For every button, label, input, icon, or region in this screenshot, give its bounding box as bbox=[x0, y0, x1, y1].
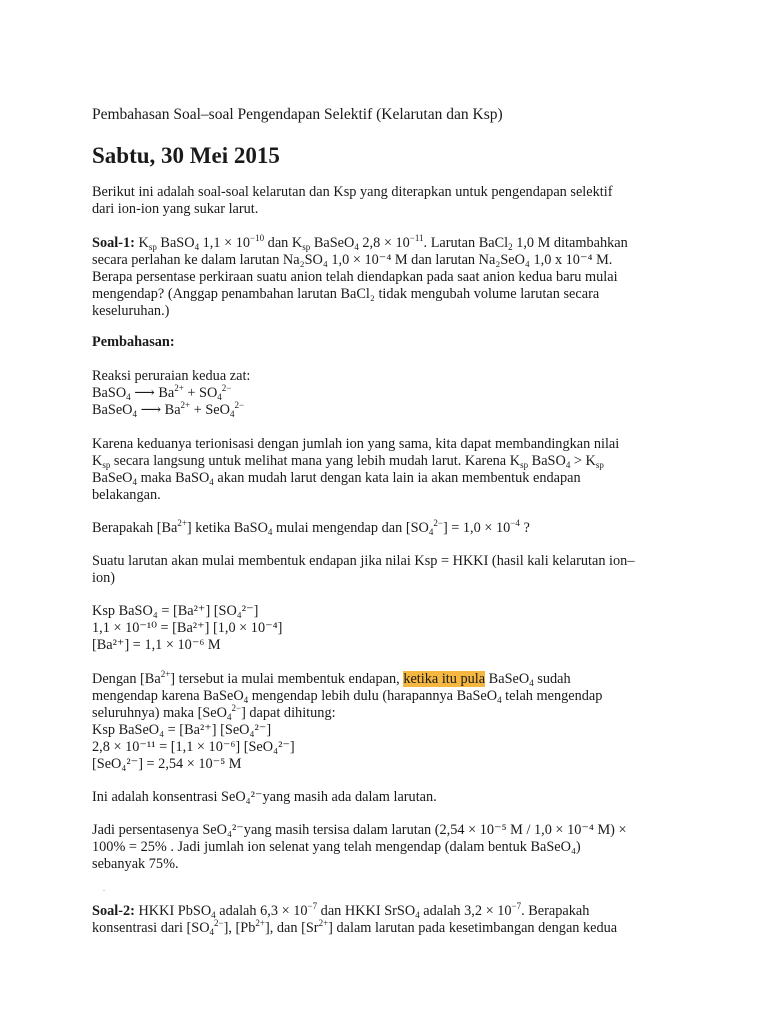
soal-1-line: mengendap? (Anggap penambahan larutan BaCl₂ tidak mengubah volume larutan secara bbox=[92, 286, 600, 302]
intro-line: dari ion-ion yang sukar larut. bbox=[92, 201, 259, 217]
soal-1-paragraph bbox=[92, 235, 682, 320]
reaksi-block bbox=[92, 368, 682, 419]
soal-1-line: secara perlahan ke dalam larutan Na₂SO₄ 1,0 × 10⁻⁴ M dan larutan Na₂SeO₄ 1,0 x 10⁻⁴ M. bbox=[92, 252, 613, 268]
calc-line: [Ba²⁺] = 1,1 × 10⁻⁶ M bbox=[92, 637, 221, 653]
intro-line: Berikut ini adalah soal-soal kelarutan dan Ksp yang diterapkan untuk pengendapan selektif bbox=[92, 184, 613, 200]
suatu-line: ion) bbox=[92, 570, 116, 586]
stray-dot: . bbox=[103, 884, 105, 893]
reaksi-line: BaSeO$_4$ ⟶ $Ba^{2+} + SeO_4^{2-}$ bbox=[92, 400, 245, 419]
soal-2-paragraph bbox=[92, 903, 682, 937]
dengan-line: mengendap karena BaSeO$_4$ mengendap lebih dulu (harapannya BaSeO$_4$ telah mengendap bbox=[92, 688, 603, 705]
karena-line: Karena keduanya terionisasi dengan jumlah ion yang sama, kita dapat membandingkan nilai bbox=[92, 436, 620, 452]
jadi-line: Jadi persentasenya SeO₄²⁻yang masih tersisa dalam larutan (2,54 × 10⁻⁵ M / 1,0 × 10⁻⁴ M) × bbox=[92, 822, 627, 838]
calc-line: Ksp BaSO₄ = [Ba²⁺] [SO₄²⁻] bbox=[92, 603, 259, 619]
dengan-line: Dengan $[Ba^{2+}]$ tersebut ia mulai membentuk endapan, ketika itu pula BaSeO$_4$ sudah bbox=[92, 669, 571, 688]
soal-1-line: Berapa persentase perkiraan suatu anion telah diendapkan pada saat anion kedua baru mulai bbox=[92, 269, 618, 285]
soal-2-line: konsentrasi dari $[SO_4^{2-}]$, $[Pb^{2+}]$, dan $[Sr^{2+}]$ dalam larutan pada kesetimbangan dengan kedua bbox=[92, 918, 618, 937]
pembahasan-heading bbox=[92, 334, 682, 351]
calc-line: Ksp BaSeO₄ = [Ba²⁺] [SeO₄²⁻] bbox=[92, 722, 272, 738]
karena-line: BaSeO$_4$ maka BaSO$_4$ akan mudah larut dengan kata lain ia akan membentuk endapan bbox=[92, 470, 581, 487]
suatu-line: Suatu larutan akan mulai membentuk endapan jika nilai Ksp = HKKI (hasil kali kelarutan ion– bbox=[92, 553, 635, 569]
calculation-ba bbox=[92, 603, 682, 654]
karena-line: belakangan. bbox=[92, 487, 161, 503]
calc-line: 1,1 × 10⁻¹⁰ = [Ba²⁺] [1,0 × 10⁻⁴] bbox=[92, 620, 283, 636]
soal-1-line: keseluruhan.) bbox=[92, 303, 170, 319]
soal-2-label: Soal-2: bbox=[92, 903, 135, 919]
calc-line: [SeO₄²⁻] = 2,54 × 10⁻⁵ M bbox=[92, 756, 242, 772]
jadi-line: sebanyak 75%. bbox=[92, 856, 179, 872]
dengan-paragraph bbox=[92, 671, 682, 773]
soal-1-label: Soal-1: bbox=[92, 235, 135, 251]
reaksi-line: BaSO$_4$ ⟶ $Ba^{2+} + SO_4^{2-}$ bbox=[92, 383, 232, 402]
intro-paragraph bbox=[92, 184, 682, 218]
suatu-paragraph bbox=[92, 553, 682, 587]
pembahasan-label: Pembahasan: bbox=[92, 334, 175, 350]
page-title: Pembahasan Soal–soal Pengendapan Selektif (Kelarutan dan Ksp) bbox=[92, 106, 503, 123]
question-line: Berapakah $[Ba^{2+}]$ ketika BaSO$_4$ mulai mengendap dan $[SO_4^{2-}] = 1,0 \times 10^{-4}$ ? bbox=[92, 518, 530, 537]
soal-2-line: Soal-2: HKKI PbSO$_4$ adalah $6,3 \times 10^{-7}$ dan HKKI SrSO$_4$ adalah $3,2 \times 10^{-7}$. Berapakah bbox=[92, 901, 590, 920]
jadi-line: 100% = 25% . Jadi jumlah ion selenat yang telah mengendap (dalam bentuk BaSeO₄) bbox=[92, 839, 581, 855]
ini-line: Ini adalah konsentrasi SeO₄²⁻yang masih ada dalam larutan. bbox=[92, 789, 437, 805]
dengan-line: seluruhnya) maka [SeO$_4^{2-}$] dapat dihitung: bbox=[92, 703, 336, 722]
karena-paragraph bbox=[92, 436, 682, 504]
highlighted-text: ketika itu pula bbox=[403, 671, 486, 687]
soal-1-first-line: Soal-1: $K_{sp}$ BaSO$_4$ $1,1 \times 10^{-10}$ dan $K_{sp}$ BaSeO$_4$ $2,8 \times 10^{-11}$. Larutan BaCl$_2$ 1,0 M ditambahkan bbox=[92, 233, 628, 252]
post-date: Sabtu, 30 Mei 2015 bbox=[92, 143, 280, 168]
reaksi-heading: Reaksi peruraian kedua zat: bbox=[92, 368, 251, 384]
karena-line: $K_{sp}$ secara langsung untuk melihat mana yang lebih mudah larut. Karena $K_{sp}$ BaSO$_4$ > $K_{sp}$ bbox=[92, 453, 604, 470]
calc-line: 2,8 × 10⁻¹¹ = [1,1 × 10⁻⁶] [SeO₄²⁻] bbox=[92, 739, 295, 755]
jadi-paragraph bbox=[92, 822, 682, 873]
ini-paragraph bbox=[92, 789, 682, 806]
